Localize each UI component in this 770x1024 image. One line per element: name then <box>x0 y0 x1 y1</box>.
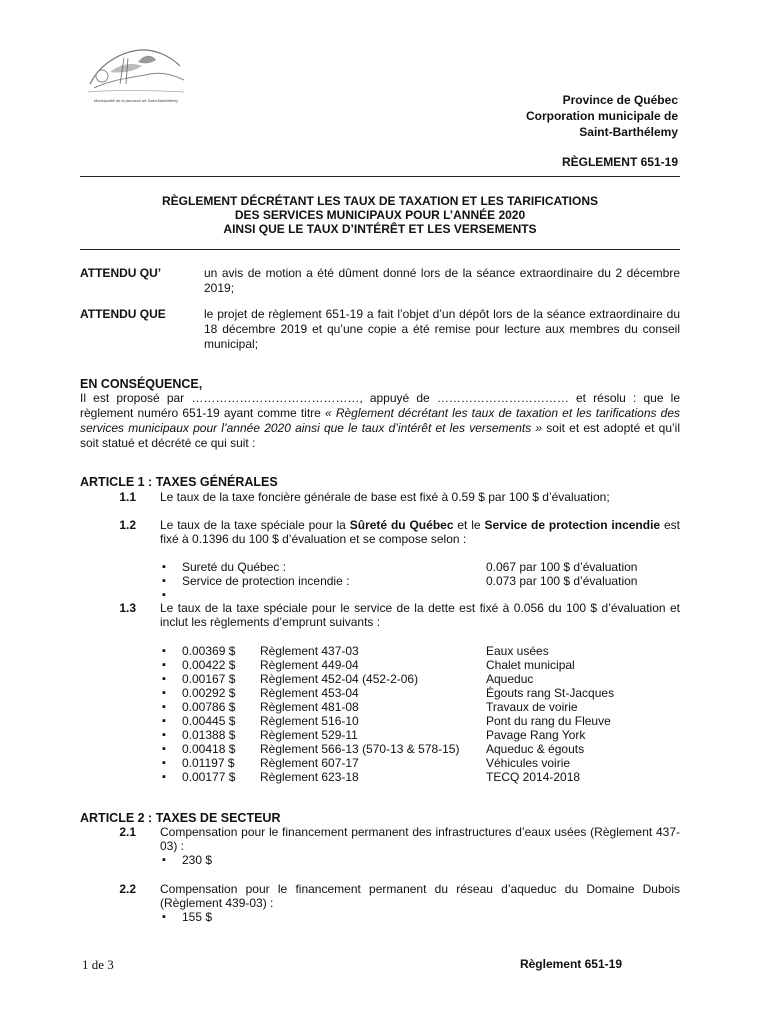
logo-caption: Municipalité de la paroisse de Saint-Barthélemy <box>93 98 179 103</box>
attendu-text: le projet de règlement 651-19 a fait l’objet d’un dépôt lors de la séance extraordinaire du 18 décembre 2019 et qu’une copie a été remise pour lecture aux membres du conseil municipal; <box>204 307 680 351</box>
list-item <box>160 742 680 756</box>
consequence-title-italic: « Règlement décrétant les taux de taxation et les tarifications des services municipaux pour l’année 2020 ainsi que le taux d’intérêt et les versements » <box>80 406 680 435</box>
list-item <box>160 644 680 658</box>
corporation: Corporation municipale de <box>525 109 678 123</box>
section-1-1-text: Le taux de la taxe foncière générale de base est fixé à 0.59 $ par 100 $ d’évaluation; <box>160 490 610 504</box>
consequence-text: Il est proposé par ……………………………………, appuyé de …………………………… et résolu : que le règlement numéro 651-19 ayant comme titre <box>80 391 680 420</box>
title-rule <box>80 249 680 250</box>
list-item <box>160 770 680 784</box>
article-2-title: ARTICLE 2 : TAXES DE SECTEUR <box>80 811 281 825</box>
list-item <box>160 658 680 672</box>
list-item <box>160 672 680 686</box>
section-number: 1.2 <box>119 518 136 532</box>
section-number: 1.3 <box>119 601 136 615</box>
debt-rate: 0.00418 $ <box>182 742 236 756</box>
debt-description: Travaux de voirie <box>486 700 578 714</box>
list-item <box>160 756 680 770</box>
province: Province de Québec <box>562 93 678 107</box>
text-run: et le <box>453 518 485 532</box>
debt-description: TECQ 2014-2018 <box>486 770 581 784</box>
municipal-logo <box>80 44 192 108</box>
debt-reglement: Règlement 516-10 <box>260 714 359 728</box>
list-item-empty <box>160 588 680 602</box>
section-2-2-text: Compensation pour le financement permanent du réseau d’aqueduc du Domaine Dubois (Règlement 439-03) : <box>160 882 680 910</box>
list-item <box>160 560 680 574</box>
title-line: DES SERVICES MUNICIPAUX POUR L’ANNÉE 2020 <box>234 208 526 222</box>
list-item <box>160 574 680 588</box>
bold-run: Service de protection incendie <box>484 518 661 532</box>
text-run: est fixé à 0.1396 du 100 $ d’évaluation et se compose selon : <box>160 518 680 546</box>
item-rate: 0.073 par 100 $ d’évaluation <box>486 574 638 588</box>
title-line: RÈGLEMENT DÉCRÉTANT LES TAUX DE TAXATION ET LES TARIFICATIONS <box>162 194 598 208</box>
text-run: Le taux de la taxe spéciale pour la <box>160 518 350 532</box>
section-number: 2.1 <box>119 825 136 839</box>
debt-description: Pont du rang du Fleuve <box>486 714 611 728</box>
amount-list <box>160 853 360 867</box>
debt-reglement: Règlement 623-18 <box>260 770 359 784</box>
consequence-heading: EN CONSÉQUENCE, <box>80 377 203 391</box>
section-1-3-text: Le taux de la taxe spéciale pour le service de la dette est fixé à 0.056 du 100 $ d’évaluation et inclut les règlements d’emprunt suivants : <box>160 601 680 629</box>
debt-rate: 0.00177 $ <box>182 770 236 784</box>
debt-rate: 0.00292 $ <box>182 686 236 700</box>
item-name: Service de protection incendie : <box>182 574 350 588</box>
top-rule <box>80 176 680 177</box>
list-item: ▪ 230 $ <box>160 853 360 867</box>
item-name: Sureté du Québec : <box>182 560 287 574</box>
municipality: Saint-Barthélemy <box>579 125 678 139</box>
debt-list <box>160 644 680 784</box>
debt-description: Égouts rang St-Jacques <box>486 686 615 700</box>
document-title <box>80 194 680 236</box>
attendu-text: un avis de motion a été dûment donné lors de la séance extraordinaire du 2 décembre 2019; <box>204 266 680 295</box>
list-item: ▪ 155 $ <box>160 910 360 924</box>
footer-reglement: Règlement 651-19 <box>519 957 622 971</box>
debt-reglement: Règlement 437-03 <box>260 644 359 658</box>
attendu-label: ATTENDU QU’ <box>80 266 162 280</box>
section-number: 1.1 <box>119 490 136 504</box>
consequence-paragraph <box>80 391 680 451</box>
debt-rate: 0.01388 $ <box>182 728 236 742</box>
debt-rate: 0.00369 $ <box>182 644 236 658</box>
debt-reglement: Règlement 566-13 (570-13 & 578-15) <box>260 742 460 756</box>
debt-rate: 0.00422 $ <box>182 658 236 672</box>
list-item <box>160 714 680 728</box>
consequence-text-end: soit et est adopté et qu’il soit statué et décrété ce qui suit : <box>80 421 680 450</box>
bold-run: Sûreté du Québec <box>349 518 454 532</box>
debt-description: Chalet municipal <box>486 658 575 672</box>
amount-list <box>160 910 360 924</box>
debt-description: Eaux usées <box>486 644 549 658</box>
debt-reglement: Règlement 453-04 <box>260 686 359 700</box>
debt-rate: 0.00786 $ <box>182 700 236 714</box>
security-list <box>160 560 680 602</box>
list-item <box>160 700 680 714</box>
debt-description: Véhicules voirie <box>486 756 571 770</box>
section-1-2-text <box>160 518 680 546</box>
list-item <box>160 686 680 700</box>
debt-description: Pavage Rang York <box>486 728 586 742</box>
item-rate: 0.067 par 100 $ d’évaluation <box>486 560 638 574</box>
debt-reglement: Règlement 607-17 <box>260 756 359 770</box>
page-number: 1 de 3 <box>82 957 114 972</box>
attendu-label: ATTENDU QUE <box>80 307 166 321</box>
title-line: AINSI QUE LE TAUX D’INTÉRÊT ET LES VERSEMENTS <box>223 222 537 236</box>
debt-reglement: Règlement 481-08 <box>260 700 359 714</box>
debt-reglement: Règlement 452-04 (452-2-06) <box>260 672 419 686</box>
debt-reglement: Règlement 529-11 <box>260 728 358 742</box>
section-2-1-text: Compensation pour le financement permanent des infrastructures d’eaux usées (Règlement 437-03) : <box>160 825 680 853</box>
debt-description: Aqueduc & égouts <box>486 742 585 756</box>
article-1-title: ARTICLE 1 : TAXES GÉNÉRALES <box>80 475 278 489</box>
section-number: 2.2 <box>119 882 136 896</box>
header-block <box>526 92 678 170</box>
debt-rate: 0.00445 $ <box>182 714 236 728</box>
debt-rate: 0.01197 $ <box>182 756 235 770</box>
reglement-ref: RÈGLEMENT 651-19 <box>561 155 678 169</box>
debt-rate: 0.00167 $ <box>182 672 236 686</box>
debt-description: Aqueduc <box>486 672 534 686</box>
debt-reglement: Règlement 449-04 <box>260 658 359 672</box>
list-item <box>160 728 680 742</box>
